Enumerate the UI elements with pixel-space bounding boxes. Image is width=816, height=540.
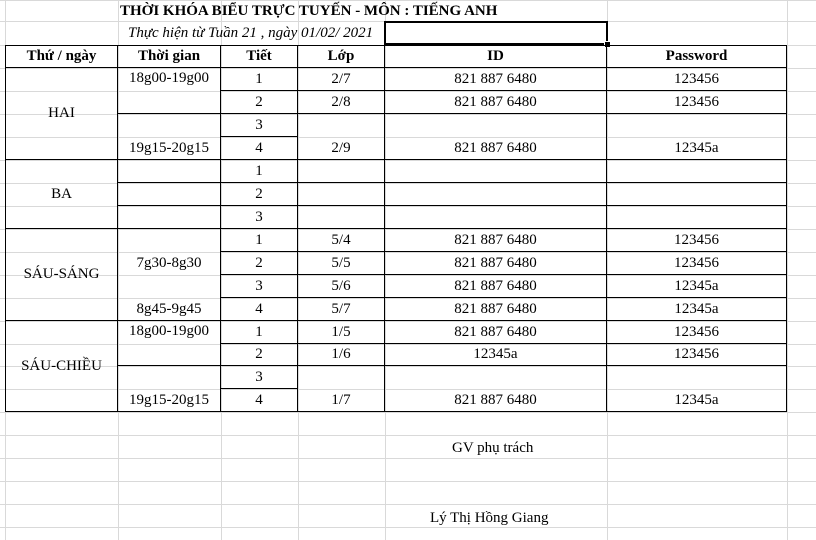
gridline-h	[0, 0, 816, 1]
period-cell[interactable]: 3	[221, 114, 298, 137]
gridline-h	[0, 527, 816, 528]
period-cell[interactable]: 1	[221, 321, 298, 344]
time-cell[interactable]	[118, 321, 221, 366]
class-cell[interactable]: 2/9	[298, 114, 385, 160]
password-cell[interactable]	[607, 206, 787, 229]
id-cell[interactable]	[385, 206, 607, 229]
teacher-label[interactable]: GV phụ trách	[452, 440, 534, 456]
class-cell[interactable]: 5/4	[298, 229, 385, 252]
password-cell[interactable]: 12345a	[607, 275, 787, 298]
password-cell[interactable]: 12345a	[607, 114, 787, 160]
header-class[interactable]: Lớp	[298, 45, 385, 68]
time-cell[interactable]: 19g15-20g15	[118, 366, 221, 412]
subtitle[interactable]: Thực hiện từ Tuần 21 , ngày 01/02/ 2021	[128, 25, 374, 41]
time-cell	[118, 160, 221, 183]
id-cell[interactable]: 821 887 6480	[385, 298, 607, 321]
password-cell[interactable]	[607, 183, 787, 206]
period-cell[interactable]: 2	[221, 252, 298, 275]
class-cell[interactable]: 1/6	[298, 344, 385, 366]
period-cell[interactable]: 3	[221, 275, 298, 298]
id-cell[interactable]: 821 887 6480	[385, 68, 607, 91]
class-cell[interactable]: 1/5	[298, 321, 385, 344]
password-cell[interactable]: 123456	[607, 68, 787, 91]
class-cell[interactable]: 1/7	[298, 366, 385, 412]
id-cell[interactable]: 821 887 6480	[385, 91, 607, 114]
period-cell[interactable]: 4	[221, 389, 298, 412]
day-ba[interactable]: BA	[5, 160, 118, 229]
class-cell[interactable]	[298, 160, 385, 183]
password-cell[interactable]: 123456	[607, 252, 787, 275]
time-cell[interactable]	[118, 68, 221, 114]
gridline-h	[0, 481, 816, 482]
header-id[interactable]: ID	[385, 45, 607, 68]
period-cell[interactable]: 1	[221, 68, 298, 91]
period-cell[interactable]: 3	[221, 206, 298, 229]
period-cell[interactable]: 3	[221, 366, 298, 389]
selected-cell[interactable]	[384, 21, 608, 45]
id-cell[interactable]: 821 887 6480	[385, 252, 607, 275]
period-cell[interactable]: 4	[221, 298, 298, 321]
header-day[interactable]: Thứ / ngày	[5, 45, 118, 68]
password-cell[interactable]: 12345a	[607, 298, 787, 321]
password-cell[interactable]: 12345a	[607, 366, 787, 412]
header-period[interactable]: Tiết	[221, 45, 298, 68]
period-cell[interactable]: 2	[221, 344, 298, 366]
class-cell[interactable]: 5/6	[298, 275, 385, 298]
gridline-h	[0, 435, 816, 436]
id-cell[interactable]: 821 887 6480	[385, 114, 607, 160]
id-cell[interactable]: 821 887 6480	[385, 366, 607, 412]
password-cell[interactable]	[607, 160, 787, 183]
header-password[interactable]: Password	[607, 45, 787, 68]
day-sau-chieu[interactable]: SÁU-CHIỀU	[5, 321, 118, 412]
gridline-h	[0, 504, 816, 505]
id-cell[interactable]: 821 887 6480	[385, 321, 607, 344]
class-cell[interactable]: 2/8	[298, 91, 385, 114]
time-text: 18g00-19g00	[129, 323, 209, 339]
password-cell[interactable]: 123456	[607, 91, 787, 114]
period-cell[interactable]: 1	[221, 229, 298, 252]
class-cell[interactable]	[298, 183, 385, 206]
period-cell[interactable]: 4	[221, 137, 298, 160]
gridline-h	[0, 412, 816, 413]
period-cell[interactable]: 1	[221, 160, 298, 183]
day-sau-sang[interactable]: SÁU-SÁNG	[5, 229, 118, 321]
password-cell[interactable]: 123456	[607, 229, 787, 252]
gridline-v	[787, 0, 788, 540]
id-cell[interactable]	[385, 183, 607, 206]
class-cell[interactable]: 5/5	[298, 252, 385, 275]
teacher-name[interactable]: Lý Thị Hồng Giang	[430, 510, 549, 526]
time-cell[interactable]: 7g30-8g30	[118, 229, 221, 298]
class-cell[interactable]: 5/7	[298, 298, 385, 321]
class-cell[interactable]: 2/7	[298, 68, 385, 91]
time-cell[interactable]: 8g45-9g45	[118, 298, 221, 321]
id-cell[interactable]: 12345a	[385, 344, 607, 366]
day-hai[interactable]: HAI	[5, 68, 118, 160]
period-cell[interactable]: 2	[221, 183, 298, 206]
page-title[interactable]: THỜI KHÓA BIỂU TRỰC TUYẾN - MÔN : TIẾNG ANH	[120, 3, 498, 19]
password-cell[interactable]: 123456	[607, 321, 787, 344]
time-text: 18g00-19g00	[129, 70, 209, 86]
id-cell[interactable]: 821 887 6480	[385, 229, 607, 252]
header-time[interactable]: Thời gian	[118, 45, 221, 68]
password-cell[interactable]: 123456	[607, 344, 787, 366]
time-cell	[118, 206, 221, 229]
time-cell[interactable]: 19g15-20g15	[118, 114, 221, 160]
time-cell	[118, 183, 221, 206]
period-cell[interactable]: 2	[221, 91, 298, 114]
gridline-h	[0, 458, 816, 459]
id-cell[interactable]: 821 887 6480	[385, 275, 607, 298]
class-cell[interactable]	[298, 206, 385, 229]
id-cell[interactable]	[385, 160, 607, 183]
